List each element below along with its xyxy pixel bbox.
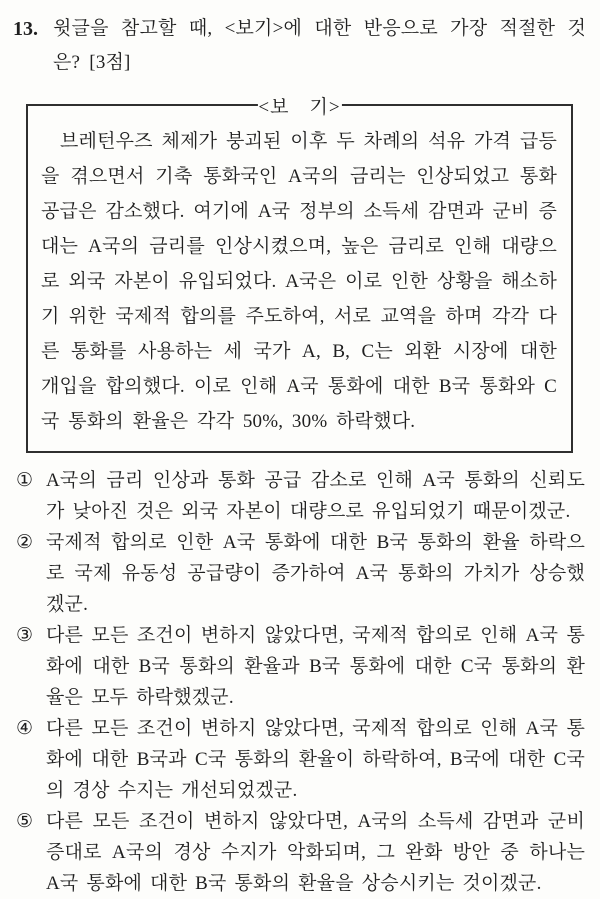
question-points-badge: [3점] xyxy=(89,52,131,73)
choice-item-1 xyxy=(16,465,585,527)
question-stem xyxy=(13,12,586,80)
choice-text-5: 다른 모든 조건이 변하지 않았다면, A국의 소득세 감면과 군비 증대로 A국의 경상 수지가 악화되며, 그 완화 방안 중 하나는 A국 통화에 대한 B국 통화의 환율을 상승시키는 것이겠군. xyxy=(46,811,585,894)
question-number: 13. xyxy=(13,18,38,40)
choice-item-4 xyxy=(16,713,585,806)
reference-box-paragraph: 브레턴우즈 체제가 붕괴된 이후 두 차례의 석유 가격 급등을 겪으면서 기축 통화국인 A국의 금리는 인상되었고 통화 공급은 감소했다. 여기에 A국 정부의 소득세 감면과 군비 증대는 A국의 금리를 인상시켰으며, 높은 금리로 인해 대량으로 외국 자본이 유입되었다. A국은 이로 인한 상황을 해소하기 위한 국제적 합의를 주도하여, 서로 교역을 하며 각각 다른 통화를 사용하는 세 국가 A, B, C는 외환 시장에 대한 개입을 합의했다. 이로 인해 A국 통화에 대한 B국 통화와 C국 통화의 환율은 각각 50%, 30% 하락했다. xyxy=(41,131,557,432)
question-text: 윗글을 참고할 때, <보기>에 대한 반응으로 가장 적절한 것은? xyxy=(53,18,586,73)
reference-box xyxy=(26,97,573,453)
reference-box-label: <보 기> xyxy=(257,92,341,119)
choice-marker-5: ⑤ xyxy=(16,811,34,832)
choice-text-3: 다른 모든 조건이 변하지 않았다면, 국제적 합의로 인해 A국 통화에 대한 B국 통화의 환율과 B국 통화에 대한 C국 통화의 환율은 모두 하락했겠군. xyxy=(46,625,585,708)
choice-marker-2: ② xyxy=(16,532,34,553)
choice-marker-3: ③ xyxy=(16,625,34,646)
answer-choices xyxy=(16,465,585,899)
choice-text-4: 다른 모든 조건이 변하지 않았다면, 국제적 합의로 인해 A국 통화에 대한 B국과 C국 통화의 환율이 하락하여, B국에 대한 C국의 경상 수지는 개선되었겠군. xyxy=(46,718,585,801)
choice-text-1: A국의 금리 인상과 통화 공급 감소로 인해 A국 통화의 신뢰도가 낮아진 것은 외국 자본이 대량으로 유입되었기 때문이겠군. xyxy=(46,470,585,522)
choice-item-5 xyxy=(16,806,585,899)
choice-marker-1: ① xyxy=(16,470,34,491)
choice-item-2 xyxy=(16,527,585,620)
choice-item-3 xyxy=(16,620,585,713)
choice-text-2: 국제적 합의로 인한 A국 통화에 대한 B국 통화의 환율 하락으로 국제 유동성 공급량이 증가하여 A국 통화의 가치가 상승했겠군. xyxy=(46,532,585,615)
choice-marker-4: ④ xyxy=(16,718,34,739)
